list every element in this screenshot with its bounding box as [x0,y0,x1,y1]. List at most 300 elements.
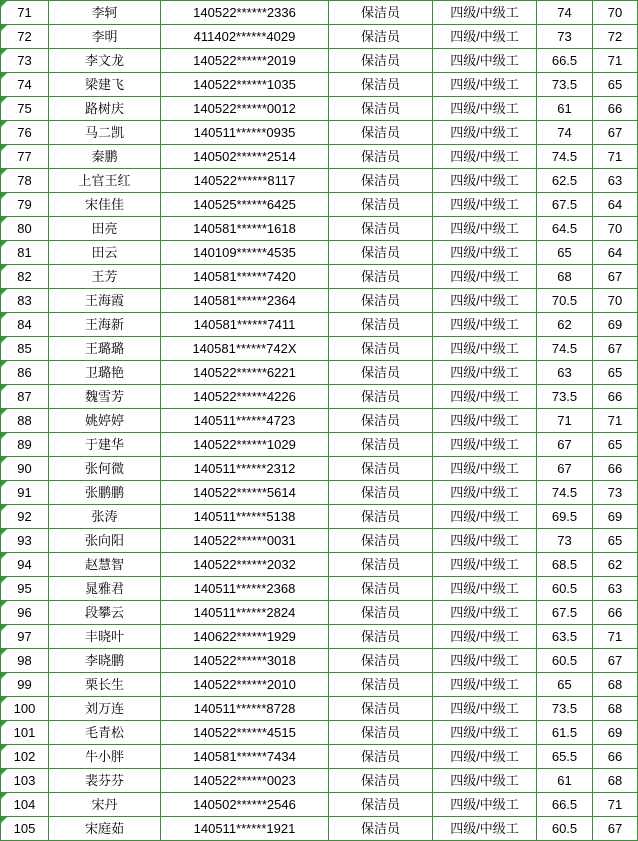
cell-row-number[interactable]: 103 [1,769,49,793]
cell-score-1[interactable]: 61 [537,769,593,793]
table-row[interactable] [1,337,638,361]
cell-score-2[interactable]: 64 [593,193,638,217]
cell-job-title[interactable]: 保洁员 [329,1,433,25]
cell-score-1[interactable]: 74 [537,121,593,145]
cell-score-2[interactable]: 68 [593,673,638,697]
cell-row-number[interactable]: 82 [1,265,49,289]
cell-id-number[interactable]: 140522******2336 [161,1,329,25]
cell-name[interactable]: 马二凯 [49,121,161,145]
cell-name[interactable]: 宋庭茹 [49,817,161,841]
cell-comment-marker-icon [1,1,7,7]
cell-row-number[interactable]: 94 [1,553,49,577]
cell-score-2[interactable]: 67 [593,817,638,841]
cell-job-title[interactable]: 保洁员 [329,769,433,793]
cell-id-number[interactable]: 140522******0012 [161,97,329,121]
cell-comment-marker-icon [1,385,7,391]
cell-score-1[interactable]: 63.5 [537,625,593,649]
cell-score-2[interactable]: 71 [593,145,638,169]
cell-score-2[interactable]: 65 [593,433,638,457]
table-row[interactable] [1,745,638,769]
cell-id-number[interactable]: 140522******2032 [161,553,329,577]
cell-score-2[interactable]: 72 [593,25,638,49]
cell-score-1[interactable]: 68 [537,265,593,289]
cell-level[interactable]: 四级/中级工 [433,793,537,817]
cell-level[interactable]: 四级/中级工 [433,97,537,121]
cell-id-number[interactable]: 140511******2312 [161,457,329,481]
cell-level[interactable]: 四级/中级工 [433,577,537,601]
table-row[interactable] [1,289,638,313]
cell-level[interactable]: 四级/中级工 [433,481,537,505]
cell-comment-marker-icon [1,649,7,655]
cell-level[interactable]: 四级/中级工 [433,241,537,265]
cell-job-title[interactable]: 保洁员 [329,25,433,49]
cell-row-number[interactable]: 90 [1,457,49,481]
cell-score-1[interactable]: 68.5 [537,553,593,577]
table-row[interactable] [1,169,638,193]
cell-level[interactable]: 四级/中级工 [433,361,537,385]
cell-job-title[interactable]: 保洁员 [329,289,433,313]
cell-score-2[interactable]: 65 [593,361,638,385]
cell-row-number[interactable]: 99 [1,673,49,697]
cell-comment-marker-icon [1,433,7,439]
table-row[interactable] [1,1,638,25]
cell-row-number[interactable]: 78 [1,169,49,193]
table-row[interactable] [1,49,638,73]
cell-score-2[interactable]: 63 [593,577,638,601]
cell-score-1[interactable]: 73 [537,529,593,553]
cell-score-1[interactable]: 60.5 [537,817,593,841]
cell-name[interactable]: 王璐璐 [49,337,161,361]
cell-score-1[interactable]: 66.5 [537,793,593,817]
cell-id-number[interactable]: 140525******6425 [161,193,329,217]
cell-name[interactable]: 裴芬芬 [49,769,161,793]
cell-job-title[interactable]: 保洁员 [329,385,433,409]
cell-name[interactable]: 于建华 [49,433,161,457]
table-row[interactable] [1,121,638,145]
cell-level[interactable]: 四级/中级工 [433,145,537,169]
cell-id-number[interactable]: 140522******0031 [161,529,329,553]
table-body [1,1,638,841]
cell-score-1[interactable]: 62.5 [537,169,593,193]
cell-job-title[interactable]: 保洁员 [329,481,433,505]
cell-id-number[interactable]: 140511******1921 [161,817,329,841]
cell-score-2[interactable]: 71 [593,409,638,433]
cell-name[interactable]: 张何微 [49,457,161,481]
cell-job-title[interactable]: 保洁员 [329,817,433,841]
cell-name[interactable]: 张鹏鹏 [49,481,161,505]
cell-comment-marker-icon [1,577,7,583]
cell-job-title[interactable]: 保洁员 [329,793,433,817]
cell-level[interactable]: 四级/中级工 [433,73,537,97]
cell-job-title[interactable]: 保洁员 [329,721,433,745]
cell-name[interactable]: 田云 [49,241,161,265]
cell-name[interactable]: 上官王红 [49,169,161,193]
cell-id-number[interactable]: 140581******1618 [161,217,329,241]
cell-score-1[interactable]: 67 [537,457,593,481]
cell-level[interactable]: 四级/中级工 [433,1,537,25]
cell-name[interactable]: 路树庆 [49,97,161,121]
cell-job-title[interactable]: 保洁员 [329,265,433,289]
cell-id-number[interactable]: 140522******0023 [161,769,329,793]
cell-level[interactable]: 四级/中级工 [433,49,537,73]
cell-row-number[interactable]: 98 [1,649,49,673]
cell-comment-marker-icon [1,601,7,607]
cell-score-2[interactable]: 69 [593,505,638,529]
cell-score-1[interactable]: 73.5 [537,697,593,721]
table-row[interactable] [1,601,638,625]
cell-row-number[interactable]: 77 [1,145,49,169]
table-row[interactable] [1,241,638,265]
cell-row-number[interactable]: 89 [1,433,49,457]
cell-score-2[interactable]: 71 [593,625,638,649]
cell-name[interactable]: 刘万连 [49,697,161,721]
cell-row-number[interactable]: 79 [1,193,49,217]
cell-name[interactable]: 王海霞 [49,289,161,313]
cell-score-1[interactable]: 69.5 [537,505,593,529]
cell-score-1[interactable]: 74.5 [537,145,593,169]
cell-name[interactable]: 丰晓叶 [49,625,161,649]
cell-job-title[interactable]: 保洁员 [329,217,433,241]
cell-id-number[interactable]: 140522******4515 [161,721,329,745]
table-row[interactable] [1,313,638,337]
cell-id-number[interactable]: 140522******6221 [161,361,329,385]
cell-name[interactable]: 姚婷婷 [49,409,161,433]
cell-job-title[interactable]: 保洁员 [329,241,433,265]
cell-level[interactable]: 四级/中级工 [433,193,537,217]
cell-id-number[interactable]: 140581******7411 [161,313,329,337]
cell-score-1[interactable]: 64.5 [537,217,593,241]
cell-score-2[interactable]: 67 [593,649,638,673]
cell-level[interactable]: 四级/中级工 [433,409,537,433]
cell-id-number[interactable]: 140522******5614 [161,481,329,505]
cell-job-title[interactable]: 保洁员 [329,553,433,577]
cell-level[interactable]: 四级/中级工 [433,601,537,625]
cell-comment-marker-icon [1,313,7,319]
cell-job-title[interactable]: 保洁员 [329,457,433,481]
cell-score-1[interactable]: 67.5 [537,601,593,625]
cell-job-title[interactable]: 保洁员 [329,625,433,649]
table-row[interactable] [1,457,638,481]
cell-id-number[interactable]: 140522******3018 [161,649,329,673]
cell-row-number[interactable]: 100 [1,697,49,721]
table-row[interactable] [1,361,638,385]
cell-row-number[interactable]: 72 [1,25,49,49]
cell-score-1[interactable]: 70.5 [537,289,593,313]
cell-row-number[interactable]: 104 [1,793,49,817]
cell-job-title[interactable]: 保洁员 [329,337,433,361]
cell-name[interactable]: 魏雪芳 [49,385,161,409]
cell-row-number[interactable]: 76 [1,121,49,145]
cell-row-number[interactable]: 95 [1,577,49,601]
table-row[interactable] [1,481,638,505]
cell-job-title[interactable]: 保洁员 [329,577,433,601]
table-row[interactable] [1,265,638,289]
table-row[interactable] [1,817,638,841]
table-row[interactable] [1,697,638,721]
cell-job-title[interactable]: 保洁员 [329,649,433,673]
table-row[interactable] [1,505,638,529]
cell-level[interactable]: 四级/中级工 [433,625,537,649]
table-row[interactable] [1,145,638,169]
cell-job-title[interactable]: 保洁员 [329,193,433,217]
cell-score-2[interactable]: 66 [593,457,638,481]
cell-id-number[interactable]: 140511******2368 [161,577,329,601]
table-row[interactable] [1,721,638,745]
table-row[interactable] [1,217,638,241]
cell-row-number[interactable]: 80 [1,217,49,241]
cell-name[interactable]: 李明 [49,25,161,49]
cell-id-number[interactable]: 140522******4226 [161,385,329,409]
cell-score-2[interactable]: 65 [593,73,638,97]
cell-name[interactable]: 卫璐艳 [49,361,161,385]
cell-row-number[interactable]: 75 [1,97,49,121]
cell-id-number[interactable]: 140511******0935 [161,121,329,145]
table-row[interactable] [1,625,638,649]
cell-score-2[interactable]: 67 [593,121,638,145]
cell-row-number[interactable]: 92 [1,505,49,529]
cell-id-number[interactable]: 140581******7434 [161,745,329,769]
cell-job-title[interactable]: 保洁员 [329,601,433,625]
table-row[interactable] [1,793,638,817]
cell-job-title[interactable]: 保洁员 [329,409,433,433]
cell-row-number[interactable]: 71 [1,1,49,25]
cell-job-title[interactable]: 保洁员 [329,433,433,457]
cell-score-1[interactable]: 73.5 [537,73,593,97]
cell-comment-marker-icon [1,697,7,703]
cell-row-number[interactable]: 96 [1,601,49,625]
cell-row-number[interactable]: 97 [1,625,49,649]
cell-score-2[interactable]: 70 [593,1,638,25]
table-row[interactable] [1,385,638,409]
cell-score-1[interactable]: 60.5 [537,577,593,601]
table-row[interactable] [1,193,638,217]
cell-job-title[interactable]: 保洁员 [329,97,433,121]
cell-id-number[interactable]: 140109******4535 [161,241,329,265]
cell-score-1[interactable]: 67.5 [537,193,593,217]
cell-name[interactable]: 栗长生 [49,673,161,697]
cell-name[interactable]: 张向阳 [49,529,161,553]
cell-level[interactable]: 四级/中级工 [433,265,537,289]
table-row[interactable] [1,73,638,97]
cell-job-title[interactable]: 保洁员 [329,361,433,385]
cell-score-2[interactable]: 65 [593,529,638,553]
cell-score-1[interactable]: 74.5 [537,337,593,361]
cell-score-2[interactable]: 63 [593,169,638,193]
table-row[interactable] [1,553,638,577]
cell-score-2[interactable]: 71 [593,793,638,817]
cell-job-title[interactable]: 保洁员 [329,313,433,337]
table-row[interactable] [1,577,638,601]
cell-level[interactable]: 四级/中级工 [433,673,537,697]
cell-comment-marker-icon [1,361,7,367]
cell-name[interactable]: 段攀云 [49,601,161,625]
cell-id-number[interactable]: 140511******5138 [161,505,329,529]
cell-score-2[interactable]: 68 [593,769,638,793]
cell-name[interactable]: 宋丹 [49,793,161,817]
cell-row-number[interactable]: 81 [1,241,49,265]
cell-score-1[interactable]: 73.5 [537,385,593,409]
cell-score-2[interactable]: 64 [593,241,638,265]
cell-score-1[interactable]: 71 [537,409,593,433]
cell-score-1[interactable]: 66.5 [537,49,593,73]
cell-job-title[interactable]: 保洁员 [329,121,433,145]
cell-level[interactable]: 四级/中级工 [433,169,537,193]
cell-comment-marker-icon [1,745,7,751]
cell-comment-marker-icon [1,721,7,727]
cell-level[interactable]: 四级/中级工 [433,433,537,457]
cell-id-number[interactable]: 140511******8728 [161,697,329,721]
cell-job-title[interactable]: 保洁员 [329,745,433,769]
cell-score-2[interactable]: 66 [593,745,638,769]
table-row[interactable] [1,529,638,553]
cell-id-number[interactable]: 140581******2364 [161,289,329,313]
cell-level[interactable]: 四级/中级工 [433,769,537,793]
cell-name[interactable]: 晁雅君 [49,577,161,601]
cell-score-1[interactable]: 67 [537,433,593,457]
cell-id-number[interactable]: 140581******7420 [161,265,329,289]
cell-row-number[interactable]: 101 [1,721,49,745]
cell-level[interactable]: 四级/中级工 [433,457,537,481]
cell-job-title[interactable]: 保洁员 [329,505,433,529]
cell-name[interactable]: 梁建飞 [49,73,161,97]
cell-name[interactable]: 王海新 [49,313,161,337]
cell-score-1[interactable]: 65 [537,673,593,697]
cell-score-1[interactable]: 65 [537,241,593,265]
cell-score-2[interactable]: 66 [593,601,638,625]
cell-row-number[interactable]: 105 [1,817,49,841]
cell-name[interactable]: 张涛 [49,505,161,529]
cell-score-1[interactable]: 74.5 [537,481,593,505]
cell-comment-marker-icon [1,529,7,535]
table-row[interactable] [1,649,638,673]
cell-id-number[interactable]: 140522******2010 [161,673,329,697]
cell-level[interactable]: 四级/中级工 [433,385,537,409]
cell-id-number[interactable]: 140522******1035 [161,73,329,97]
cell-id-number[interactable]: 140511******4723 [161,409,329,433]
cell-score-1[interactable]: 63 [537,361,593,385]
cell-row-number[interactable]: 91 [1,481,49,505]
cell-name[interactable]: 赵慧智 [49,553,161,577]
cell-comment-marker-icon [1,625,7,631]
cell-level[interactable]: 四级/中级工 [433,313,537,337]
cell-level[interactable]: 四级/中级工 [433,553,537,577]
cell-job-title[interactable]: 保洁员 [329,169,433,193]
cell-job-title[interactable]: 保洁员 [329,73,433,97]
cell-score-2[interactable]: 70 [593,289,638,313]
cell-id-number[interactable]: 140581******742X [161,337,329,361]
cell-score-2[interactable]: 69 [593,313,638,337]
cell-score-1[interactable]: 61 [537,97,593,121]
cell-score-1[interactable]: 74 [537,1,593,25]
cell-job-title[interactable]: 保洁员 [329,49,433,73]
cell-row-number[interactable]: 84 [1,313,49,337]
table-row[interactable] [1,673,638,697]
cell-level[interactable]: 四级/中级工 [433,649,537,673]
cell-score-2[interactable]: 66 [593,97,638,121]
cell-name[interactable]: 宋佳佳 [49,193,161,217]
cell-id-number[interactable]: 140511******2824 [161,601,329,625]
cell-score-2[interactable]: 69 [593,721,638,745]
cell-name[interactable]: 牛小胖 [49,745,161,769]
cell-comment-marker-icon [1,673,7,679]
table-row[interactable] [1,97,638,121]
cell-level[interactable]: 四级/中级工 [433,721,537,745]
cell-id-number[interactable]: 140522******2019 [161,49,329,73]
cell-name[interactable]: 李文龙 [49,49,161,73]
table-row[interactable] [1,25,638,49]
cell-name[interactable]: 王芳 [49,265,161,289]
cell-level[interactable]: 四级/中级工 [433,817,537,841]
cell-score-2[interactable]: 62 [593,553,638,577]
cell-score-1[interactable]: 61.5 [537,721,593,745]
cell-name[interactable]: 毛青松 [49,721,161,745]
cell-level[interactable]: 四级/中级工 [433,337,537,361]
cell-score-1[interactable]: 65.5 [537,745,593,769]
table-row[interactable] [1,433,638,457]
cell-row-number[interactable]: 85 [1,337,49,361]
cell-comment-marker-icon [1,457,7,463]
cell-comment-marker-icon [1,145,7,151]
cell-id-number[interactable]: 411402******4029 [161,25,329,49]
cell-level[interactable]: 四级/中级工 [433,697,537,721]
cell-score-2[interactable]: 71 [593,49,638,73]
cell-row-number[interactable]: 87 [1,385,49,409]
cell-id-number[interactable]: 140522******1029 [161,433,329,457]
table-row[interactable] [1,769,638,793]
cell-row-number[interactable]: 88 [1,409,49,433]
cell-level[interactable]: 四级/中级工 [433,505,537,529]
cell-name[interactable]: 秦鹏 [49,145,161,169]
cell-id-number[interactable]: 140522******8117 [161,169,329,193]
cell-name[interactable]: 李晓鹏 [49,649,161,673]
cell-id-number[interactable]: 140502******2514 [161,145,329,169]
cell-level[interactable]: 四级/中级工 [433,25,537,49]
cell-level[interactable]: 四级/中级工 [433,745,537,769]
cell-score-2[interactable]: 67 [593,337,638,361]
cell-row-number[interactable]: 83 [1,289,49,313]
cell-name[interactable]: 田亮 [49,217,161,241]
cell-row-number[interactable]: 102 [1,745,49,769]
cell-score-2[interactable]: 73 [593,481,638,505]
cell-level[interactable]: 四级/中级工 [433,289,537,313]
cell-row-number[interactable]: 73 [1,49,49,73]
cell-comment-marker-icon [1,169,7,175]
cell-level[interactable]: 四级/中级工 [433,121,537,145]
cell-comment-marker-icon [1,241,7,247]
cell-score-2[interactable]: 66 [593,385,638,409]
cell-score-2[interactable]: 67 [593,265,638,289]
cell-score-2[interactable]: 70 [593,217,638,241]
cell-comment-marker-icon [1,217,7,223]
cell-name[interactable]: 李轲 [49,1,161,25]
cell-level[interactable]: 四级/中级工 [433,217,537,241]
cell-score-2[interactable]: 68 [593,697,638,721]
cell-score-1[interactable]: 60.5 [537,649,593,673]
cell-score-1[interactable]: 62 [537,313,593,337]
cell-job-title[interactable]: 保洁员 [329,673,433,697]
cell-job-title[interactable]: 保洁员 [329,145,433,169]
cell-row-number[interactable]: 93 [1,529,49,553]
cell-score-1[interactable]: 73 [537,25,593,49]
cell-job-title[interactable]: 保洁员 [329,697,433,721]
cell-row-number[interactable]: 86 [1,361,49,385]
table-row[interactable] [1,409,638,433]
cell-id-number[interactable]: 140502******2546 [161,793,329,817]
cell-level[interactable]: 四级/中级工 [433,529,537,553]
cell-row-number[interactable]: 74 [1,73,49,97]
cell-id-number[interactable]: 140622******1929 [161,625,329,649]
cell-job-title[interactable]: 保洁员 [329,529,433,553]
